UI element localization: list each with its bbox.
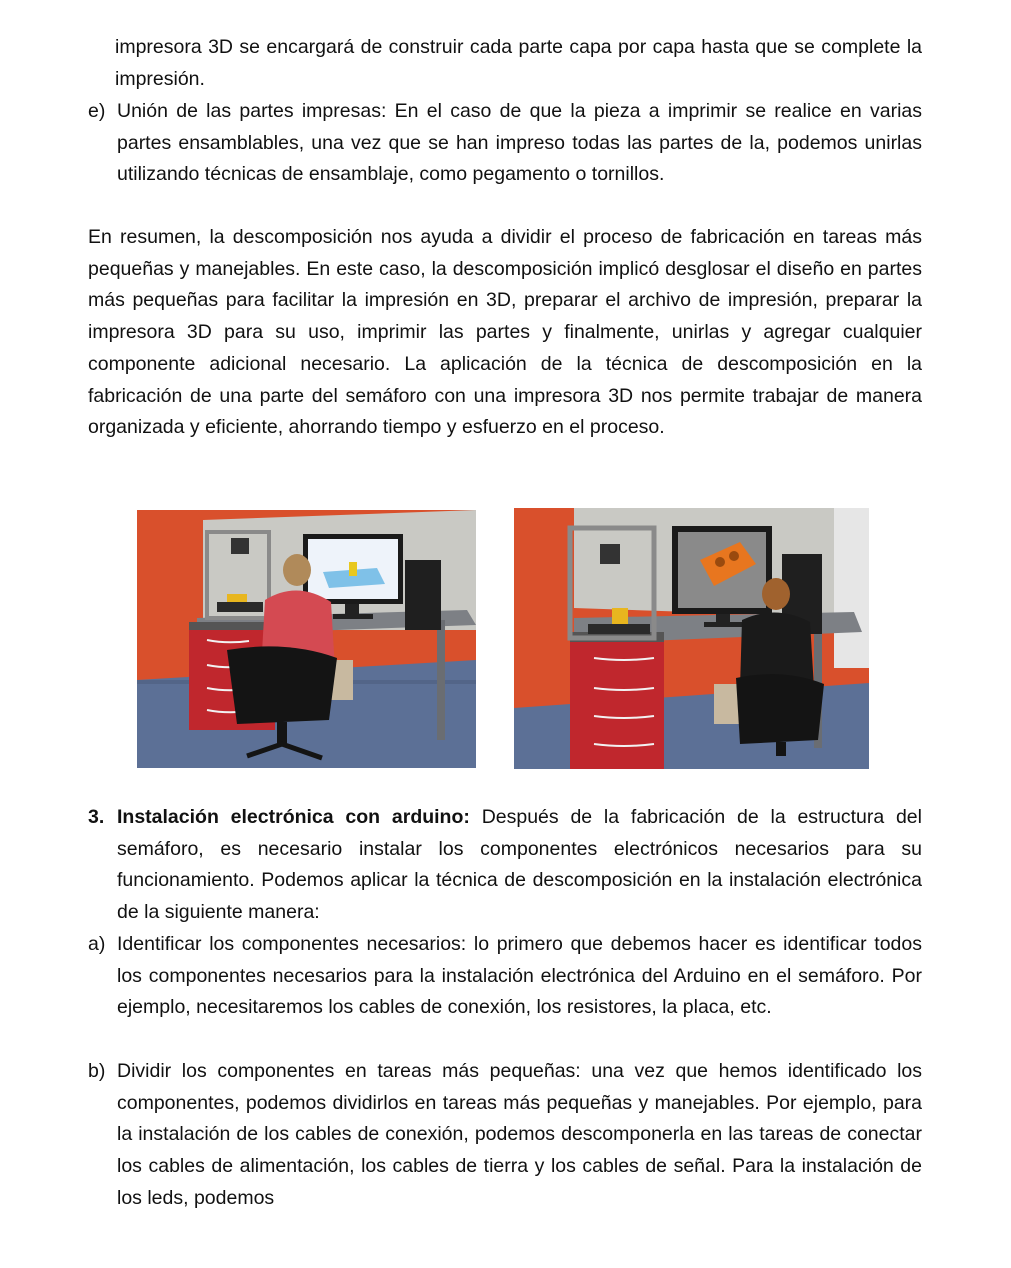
computer-monitor-illustration xyxy=(672,526,772,627)
continued-list-text: impresora 3D se encargará de construir cada parte capa por capa hasta que se complete la impresión. xyxy=(115,36,922,90)
list-item-text: Unión de las partes impresas: En el caso de que la pieza a imprimir se realice en varias partes ensamblables, una vez que se han impreso todas las partes de la, podemos unirlas utilizando técnicas de ensamblaje, como pegamento o tornillos. xyxy=(117,100,922,186)
list-marker: e) xyxy=(88,100,106,122)
section-number: 3. xyxy=(88,806,105,828)
3d-printing-illustration-right xyxy=(514,508,869,769)
list-marker: a) xyxy=(88,933,106,955)
3d-printing-illustration-left xyxy=(137,510,476,768)
section-body: Después de la fabricación de la estructura del semáforo, es necesario instalar los componentes electrónicos necesarios para su funcionamiento. Podemos aplicar la técnica de descomposición en la instalación electrónica de la siguiente manera: xyxy=(117,806,922,924)
summary-paragraph: En resumen, la descomposición nos ayuda a dividir el proceso de fabricación en tareas más pequeñas y manejables. En este caso, la descomposición implicó desglosar el diseño en partes más pequeñas para facilitar la impresión en 3D, preparar el archivo de impresión, preparar la impresora 3D para su uso, imprimir las partes y finalmente, unirlas y agregar cualquier componente adicional necesario. La aplicación de la técnica de descomposición en la fabricación de una parte del semáforo con una impresora 3D nos permite trabajar de manera organizada y eficiente, ahorrando tiempo y esfuerzo en el proceso. xyxy=(88,226,922,439)
list-marker: b) xyxy=(88,1060,106,1082)
person-at-desk-illustration xyxy=(514,508,869,769)
list-item-text: Identificar los componentes necesarios: lo primero que debemos hacer es identificar todos los componentes necesarios para la instalación electrónica del Arduino en el semáforo. Por ejemplo, necesitaremos los cables de conexión, los resistores, la placa, etc. xyxy=(117,933,922,1019)
list-item-text: Dividir los componentes en tareas más pequeñas: una vez que hemos identificado los componentes, podemos dividirlos en tareas más pequeñas y manejables. Por ejemplo, para la instalación de los cables de conexión, podemos descomponerla en las tareas de conectar los cables de alimentación, los cables de tierra y los cables de señal. Para la instalación de los leds, podemos xyxy=(117,1060,922,1209)
section-heading: Instalación electrónica con arduino: xyxy=(117,806,470,828)
person-at-desk-illustration xyxy=(137,510,476,768)
section-3-text xyxy=(117,802,922,929)
